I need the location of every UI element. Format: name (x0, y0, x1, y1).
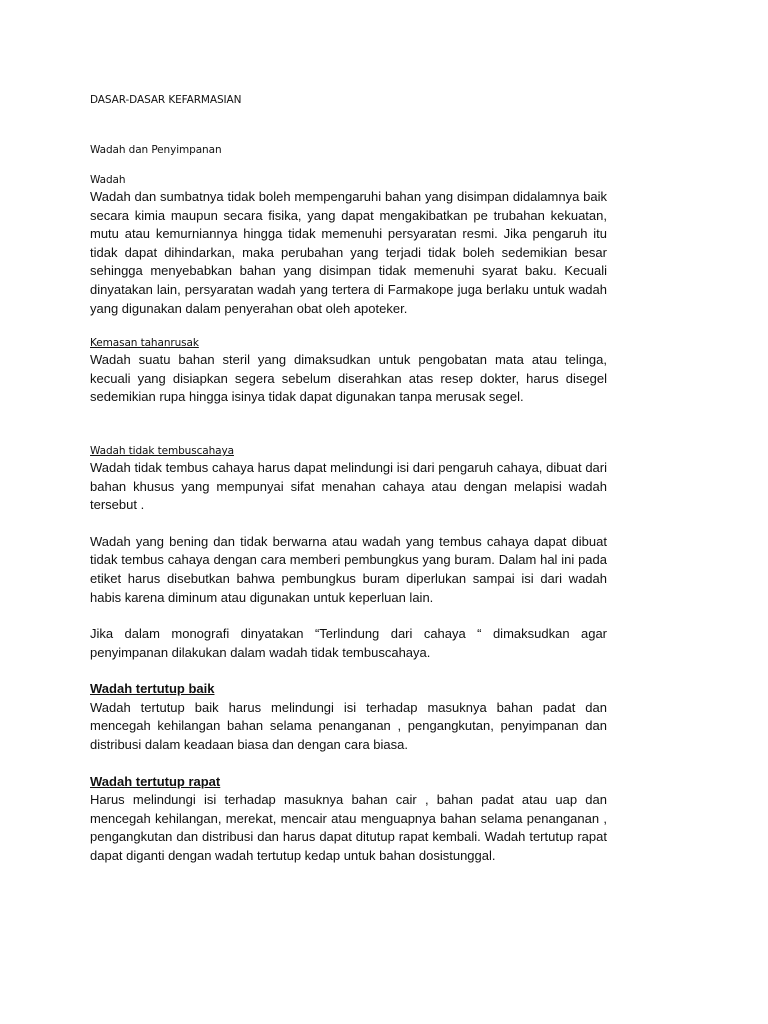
spacer (90, 318, 607, 336)
tidak-tembus-paragraph-3: Jika dalam monografi dinyatakan “Terlindung dari cahaya “ dimaksudkan agar penyimpanan dilakukan dalam wadah tidak tembuscahaya. (90, 626, 607, 660)
section-title: Wadah dan Penyimpanan (90, 144, 222, 156)
wadah-heading: Wadah (90, 174, 126, 186)
document-title: DASAR-DASAR KEFARMASIAN (90, 94, 242, 106)
tertutup-rapat-heading: Wadah tertutup rapat (90, 773, 221, 789)
spacer (90, 515, 607, 533)
tertutup-baik-paragraph: Wadah tertutup baik harus melindungi isi terhadap masuknya bahan padat dan mencegah kehilangan bahan selama penanganan , pengangkutan, penyimpanan dan distribusi dalam keadaan biasa dan dengan cara biasa. (90, 699, 607, 753)
spacer (90, 407, 607, 444)
spacer (90, 607, 607, 625)
spacer (90, 662, 607, 680)
wadah-paragraph: Wadah dan sumbatnya tidak boleh mempengaruhi bahan yang disimpan didalamnya baik secara kimia maupun secara fisika, yang dapat mengakibatkan pe trubahan kekuatan, mutu atau kemurniannya hingga tidak memenuhi persyaratan resmi. Jika pengaruh itu tidak dapat dihindarkan, maka perubahan yang terjadi tidak boleh sedemikian besar sehingga menyebabkan bahan yang disimpan tidak memenuhi syarat baku. Kecuali dinyatakan lain, persyaratan wadah yang tertera di Farmakope juga berlaku untuk wadah yang digunakan dalam penyerahan obat oleh apoteker. (90, 189, 607, 316)
tidak-tembus-paragraph-2: Wadah yang bening dan tidak berwarna atau wadah yang tembus cahaya dapat dibuat tidak tembus cahaya dengan cara memberi pembungkus yang buram. Dalam hal ini pada etiket harus disebutkan bahwa pembungkus buram diperlukan sampai isi dari wadah habis karena diminum atau digunakan untuk keperluan lain. (90, 533, 607, 605)
kemasan-paragraph: Wadah suatu bahan steril yang dimaksudkan untuk pengobatan mata atau telinga, kecuali yang disiapkan segera sebelum diserahkan atas resep dokter, harus disegel sedemikian rupa hingga isinya tidak dapat digunakan tanpa merusak segel. (90, 352, 607, 405)
spacer (90, 755, 607, 773)
kemasan-heading: Kemasan tahanrusak (90, 337, 199, 350)
tidak-tembus-heading: Wadah tidak tembuscahaya (90, 444, 234, 457)
tertutup-baik-heading: Wadah tertutup baik (90, 681, 215, 697)
document-page (90, 93, 607, 866)
tidak-tembus-paragraph-1: Wadah tidak tembus cahaya harus dapat melindungi isi dari pengaruh cahaya, dibuat dari bahan khusus yang mempunyai sifat menahan cahaya atau dengan melapisi wadah tersebut . (90, 459, 607, 513)
tertutup-rapat-paragraph: Harus melindungi isi terhadap masuknya bahan cair , bahan padat atau uap dan mencegah kehilangan, merekat, mencair atau menguapnya bahan selama penanganan , pengangkutan dan distribusi dan harus dapat ditutup rapat kembali. Wadah tertutup rapat dapat diganti dengan wadah tertutup kedap untuk bahan dosistunggal. (90, 792, 607, 864)
